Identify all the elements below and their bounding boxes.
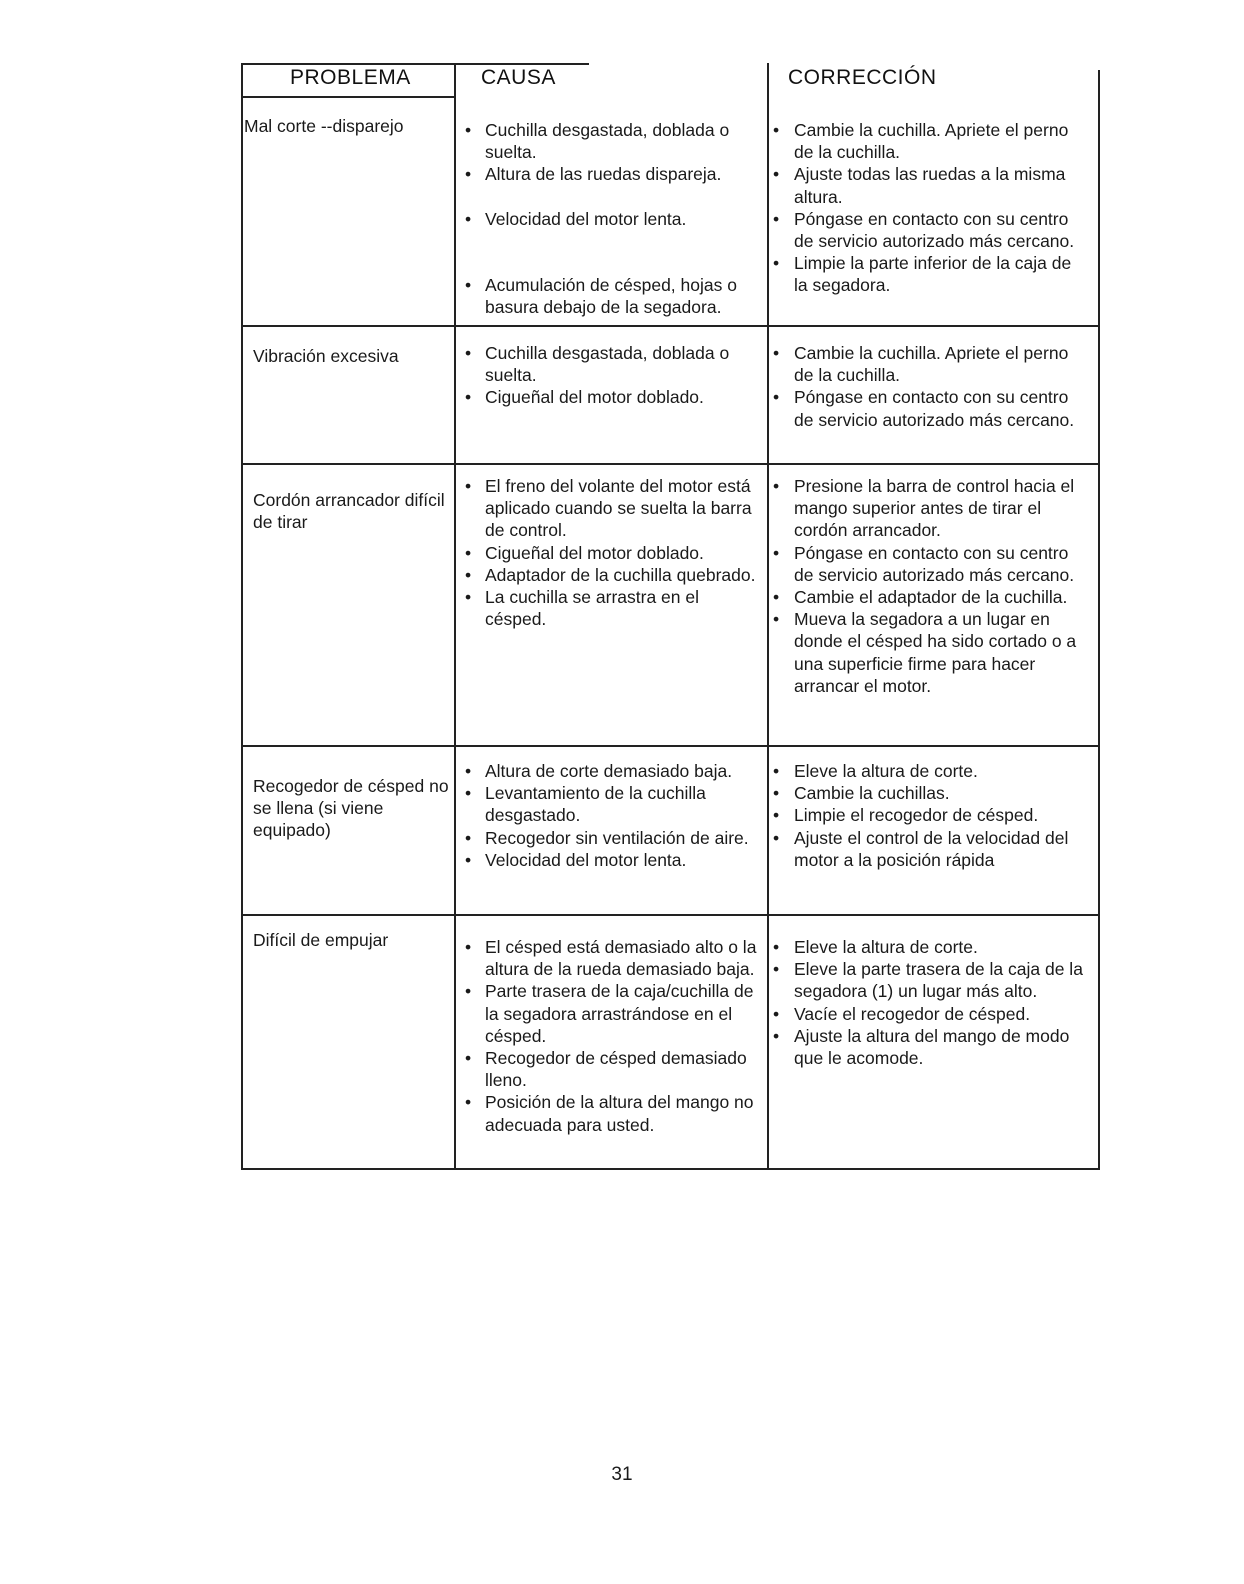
bottom-rule (241, 1168, 1100, 1170)
list-item: • Cambie el adaptador de la cuchilla. (773, 587, 1068, 608)
bullet: • (773, 783, 780, 804)
list-item: • Póngase en contacto con su centro de servicio autorizado más cercano. (773, 208, 1075, 252)
bullet: • (773, 587, 780, 608)
bullet: • (773, 805, 780, 826)
header-cause: CAUSA (481, 66, 556, 89)
list-item: • Póngase en contacto con su centro de servicio autorizado más cercano. (773, 542, 1075, 585)
list-item: • Recogedor de césped demasiado lleno. (465, 1048, 747, 1091)
list-item: • El césped está demasiado alto o la altura de la rueda demasiado baja. (465, 937, 757, 980)
bullet: • (773, 827, 780, 848)
list-item: • Presione la barra de control hacia el mango superior antes de tirar el cordón arrancador. (773, 476, 1075, 541)
bullet: • (465, 274, 472, 295)
problem-cell: Recogedor de césped no se llena (si viene equipado) (253, 776, 449, 841)
bullet: • (773, 937, 780, 957)
list-item: • Póngase en contacto con su centro de servicio autorizado más cercano. (773, 387, 1075, 430)
list-item: • Cigueñal del motor doblado. (465, 387, 704, 408)
cause-cell (457, 342, 763, 409)
cause-cell (457, 936, 763, 1136)
bullet: • (773, 387, 780, 408)
bullet: • (773, 208, 780, 229)
list-item: • Acumulación de césped, hojas o basura debajo de la segadora. (465, 274, 737, 318)
list-item: • Vacíe el recogedor de césped. (773, 1003, 1031, 1024)
list-item: • Velocidad del motor lenta. (465, 849, 687, 870)
bullet: • (465, 564, 472, 585)
problem-cell: Cordón arrancador difícil de tirar (253, 490, 445, 533)
bullet: • (465, 587, 472, 608)
list-item: • Altura de corte demasiado baja. (465, 761, 733, 781)
top-rule (241, 63, 589, 65)
bullet: • (465, 476, 472, 496)
list-item: • Eleve la altura de corte. (773, 761, 978, 781)
bullet: • (465, 1048, 472, 1069)
list-item: • El freno del volante del motor está aplicado cuando se suelta la barra de control. (465, 476, 752, 541)
list-item: • Cambie la cuchillas. (773, 783, 950, 804)
header-problem: PROBLEMA (290, 66, 411, 89)
bullet: • (465, 827, 472, 848)
bullet: • (465, 783, 472, 804)
bullet: • (465, 387, 472, 408)
list-item: • Levantamiento de la cuchilla desgastado. (465, 783, 706, 826)
bullet: • (465, 761, 472, 781)
problem-cell: Difícil de empujar (253, 930, 389, 950)
bullet: • (773, 1003, 780, 1024)
row-divider (241, 325, 1100, 327)
list-item: • Limpie el recogedor de césped. (773, 805, 1039, 826)
bullet: • (773, 761, 780, 781)
problem-cell: Mal corte --disparejo (244, 116, 404, 136)
bullet: • (773, 164, 780, 185)
cause-cell (457, 119, 763, 318)
bullet: • (773, 959, 780, 980)
bullet: • (465, 343, 472, 363)
bullet: • (773, 609, 780, 630)
list-item: • Ajuste el control de la velocidad del motor a la posición rápida (773, 827, 1069, 870)
list-item: • Cuchilla desgastada, doblada o suelta. (465, 343, 730, 386)
cause-cell (457, 760, 763, 871)
list-item: • Recogedor sin ventilación de aire. (465, 827, 749, 848)
bullet: • (773, 1025, 780, 1046)
correction-cell (769, 475, 1089, 697)
header-rule (241, 96, 456, 98)
bullet: • (465, 849, 472, 870)
bullet: • (465, 1092, 472, 1113)
list-item: • Parte trasera de la caja/cuchilla de la segadora arrastrándose en el césped. (465, 981, 754, 1046)
list-item: • Posición de la altura del mango no adecuada para usted. (465, 1092, 754, 1135)
bullet: • (773, 120, 780, 140)
cause-cell (457, 475, 763, 630)
header-correction: CORRECCIÓN (788, 66, 937, 89)
problem-cell: Vibración excesiva (253, 346, 399, 366)
list-item: • Cigueñal del motor doblado. (465, 542, 704, 563)
correction-cell (769, 342, 1089, 431)
list-item: • Adaptador de la cuchilla quebrado. (465, 564, 756, 585)
left-rule (241, 63, 243, 1170)
bullet: • (465, 208, 472, 229)
correction-cell (769, 119, 1089, 297)
right-rule (1098, 70, 1100, 1170)
list-item: • Ajuste todas las ruedas a la misma altura. (773, 164, 1066, 207)
list-item: • Eleve la parte trasera de la caja de la segadora (1) un lugar más alto. (773, 959, 1083, 1002)
bullet: • (773, 542, 780, 563)
list-item: • Mueva la segadora a un lugar en donde el césped ha sido cortado o a una superficie firme para hacer arrancar el motor. (773, 609, 1077, 696)
bullet: • (465, 164, 472, 185)
list-item: • Limpie la parte inferior de la caja de la segadora. (773, 253, 1072, 296)
list-item: • Cuchilla desgastada, doblada o suelta. (465, 120, 730, 163)
correction-cell (769, 760, 1089, 871)
list-item: • Eleve la altura de corte. (773, 937, 978, 957)
list-item: • Cambie la cuchilla. Apriete el perno de la cuchilla. (773, 343, 1069, 386)
bullet: • (465, 981, 472, 1002)
bullet: • (465, 120, 472, 140)
col-divider-1 (454, 63, 456, 1170)
list-item: • La cuchilla se arrastra en el césped. (465, 587, 699, 630)
row-divider (241, 463, 1100, 465)
list-item: • Ajuste la altura del mango de modo que le acomode. (773, 1025, 1070, 1069)
list-item: • Cambie la cuchilla. Apriete el perno de la cuchilla. (773, 120, 1069, 163)
bullet: • (773, 253, 780, 274)
correction-cell (769, 936, 1089, 1069)
bullet: • (773, 343, 780, 363)
list-item: • Altura de las ruedas dispareja. (465, 164, 722, 185)
row-divider (241, 745, 1100, 747)
bullet: • (773, 476, 780, 496)
row-divider (241, 914, 1100, 916)
bullet: • (465, 937, 472, 957)
page-number: 31 (611, 1464, 633, 1485)
list-item: • Velocidad del motor lenta. (465, 208, 687, 229)
bullet: • (465, 542, 472, 563)
